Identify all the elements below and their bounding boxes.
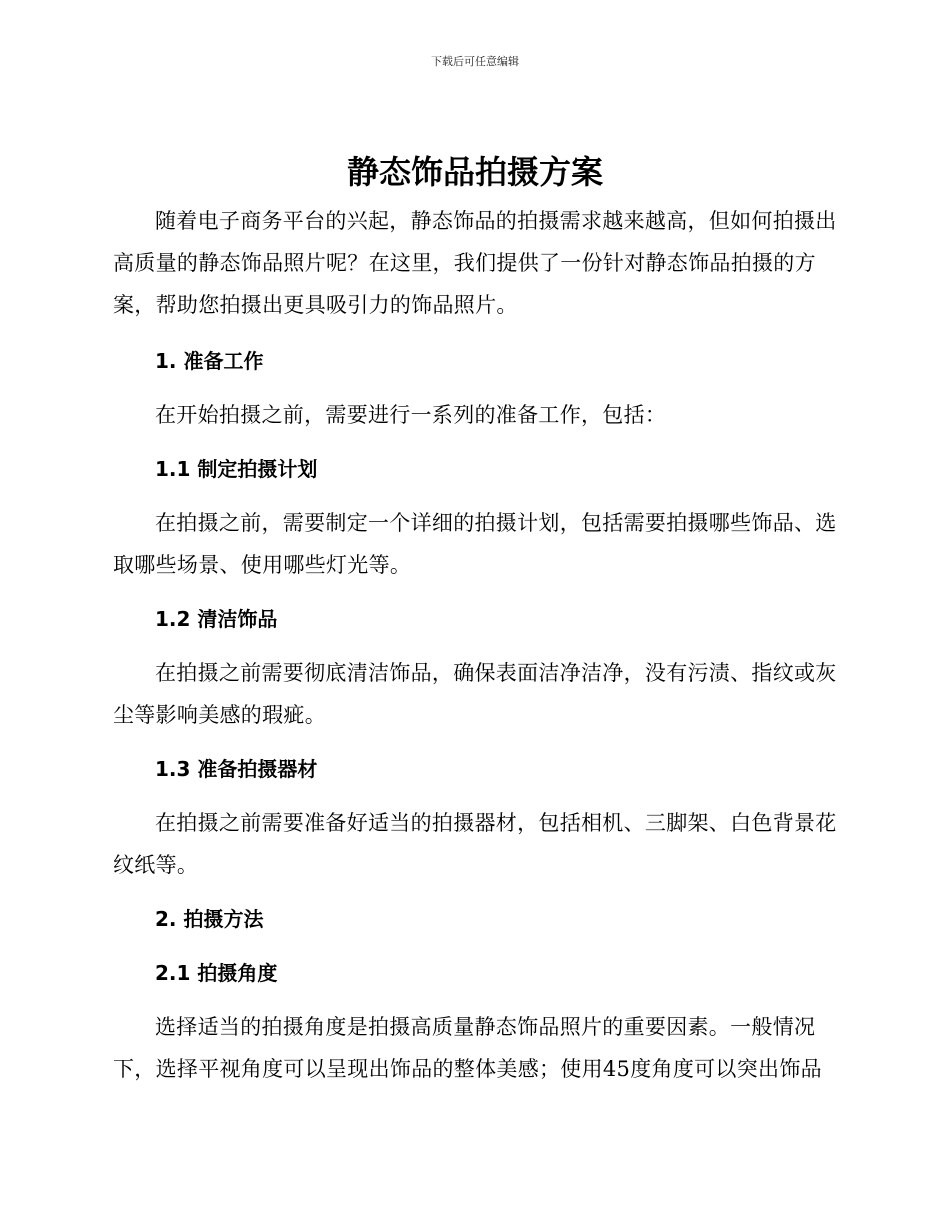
section-1-2-heading: 1.2 清洁饰品 (155, 607, 278, 631)
section-1-1-heading: 1.1 制定拍摄计划 (155, 457, 318, 481)
section-1-2-paragraph: 在拍摄之前需要彻底清洁饰品，确保表面洁净洁净，没有污渍、指纹或灰尘等影响美感的瑕疵。 (113, 661, 837, 727)
section-1-heading: 1. 准备工作 (155, 349, 264, 373)
intro-paragraph: 随着电子商务平台的兴起，静态饰品的拍摄需求越来越高，但如何拍摄出高质量的静态饰品照片呢？在这里，我们提供了一份针对静态饰品拍摄的方案，帮助您拍摄出更具吸引力的饰品照片。 (113, 209, 837, 317)
section-2-1-paragraph: 选择适当的拍摄角度是拍摄高质量静态饰品照片的重要因素。一般情况下，选择平视角度可以呈现出饰品的整体美感；使用45度角度可以突出饰品 (113, 1015, 822, 1081)
section-1-paragraph: 在开始拍摄之前，需要进行一系列的准备工作，包括： (155, 403, 667, 427)
section-2-heading: 2. 拍摄方法 (155, 907, 264, 931)
header-note: 下载后可任意编辑 (431, 55, 519, 68)
section-1-3-heading: 1.3 准备拍摄器材 (155, 757, 318, 781)
document-body (113, 200, 837, 1090)
section-1-1-paragraph: 在拍摄之前，需要制定一个详细的拍摄计划，包括需要拍摄哪些饰品、选取哪些场景、使用哪些灯光等。 (113, 511, 837, 577)
section-1-3-paragraph: 在拍摄之前需要准备好适当的拍摄器材，包括相机、三脚架、白色背景花纹纸等。 (113, 811, 837, 877)
document-title: 静态饰品拍摄方案 (346, 153, 603, 191)
section-2-1-heading: 2.1 拍摄角度 (155, 961, 278, 985)
